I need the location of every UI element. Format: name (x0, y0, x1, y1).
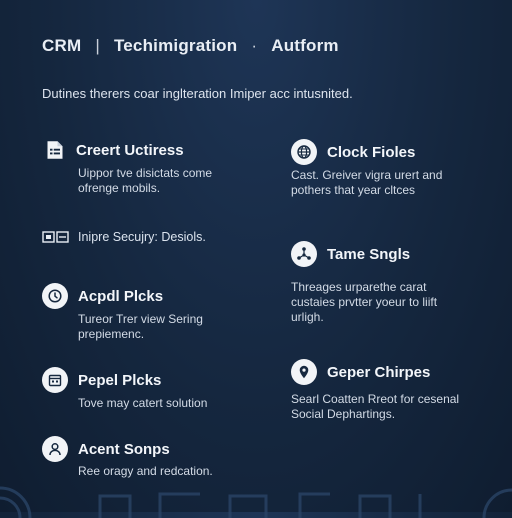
feature-title: Inipre Secujry: Desiols. (78, 230, 206, 244)
user-icon (42, 436, 68, 462)
feature-desc-line: Cast. Greiver vigra urert and (291, 168, 443, 182)
feature-title: Clock Fioles (327, 143, 416, 161)
feature-desc-line: Tureor Trer view Sering (78, 312, 203, 326)
header (42, 36, 339, 56)
feature-desc-line: Social Dephartings. (291, 407, 396, 421)
location-icon (291, 359, 317, 385)
globe-icon (291, 139, 317, 165)
feature-clock-fioles[interactable] (291, 139, 442, 198)
clock-icon (42, 283, 68, 309)
feature-pepel-plcks[interactable] (42, 367, 207, 411)
feature-desc-line: ofrenge mobils. (78, 181, 161, 195)
nav-item-techimigration[interactable]: Techimigration (113, 36, 238, 55)
feature-creert-uctiress[interactable] (42, 137, 212, 196)
feature-desc-line: Searl Coatten Rreot for cesenal (291, 392, 460, 406)
feature-title: Acent Sonps (78, 440, 170, 458)
feature-desc-line: Ree oragy and redcation. (78, 464, 213, 478)
header-dot-separator: · (251, 36, 258, 55)
feature-inipre-secujry[interactable] (42, 230, 206, 244)
feature-desc-line: Uippor tve disictats come (78, 166, 213, 180)
feature-tame-sngls[interactable] (291, 241, 437, 325)
document-icon (42, 137, 68, 163)
feature-acent-sonps[interactable] (42, 436, 213, 479)
feature-geper-chirpes[interactable] (291, 359, 459, 422)
calendar-icon (42, 367, 68, 393)
brand-label[interactable]: CRM (42, 36, 82, 55)
network-icon (291, 241, 317, 267)
feature-title: Geper Chirpes (327, 363, 431, 381)
feature-desc-line: urligh. (291, 310, 324, 324)
feature-desc-line: prepiemenc. (78, 327, 145, 341)
feature-title: Acpdl Plcks (78, 287, 164, 305)
feature-desc-line: pothers that year cltces (291, 183, 416, 197)
chip-icon (42, 230, 70, 244)
feature-title: Tame Sngls (327, 245, 411, 263)
header-separator: | (95, 36, 100, 55)
tagline: Dutines therers coar inglteration Imiper acc intusnited. (42, 86, 353, 101)
nav-item-autform[interactable]: Autform (271, 36, 339, 55)
feature-desc-line: Threages urparethe carat (291, 280, 427, 294)
feature-acpdl-plcks[interactable] (42, 283, 203, 342)
feature-title: Pepel Plcks (78, 371, 162, 389)
feature-desc-line: Tove may catert solution (78, 396, 208, 410)
feature-desc-line: custaies prvtter yoeur to liift (291, 295, 438, 309)
footer-decoration (0, 478, 512, 518)
feature-title: Creert Uctiress (76, 141, 184, 159)
